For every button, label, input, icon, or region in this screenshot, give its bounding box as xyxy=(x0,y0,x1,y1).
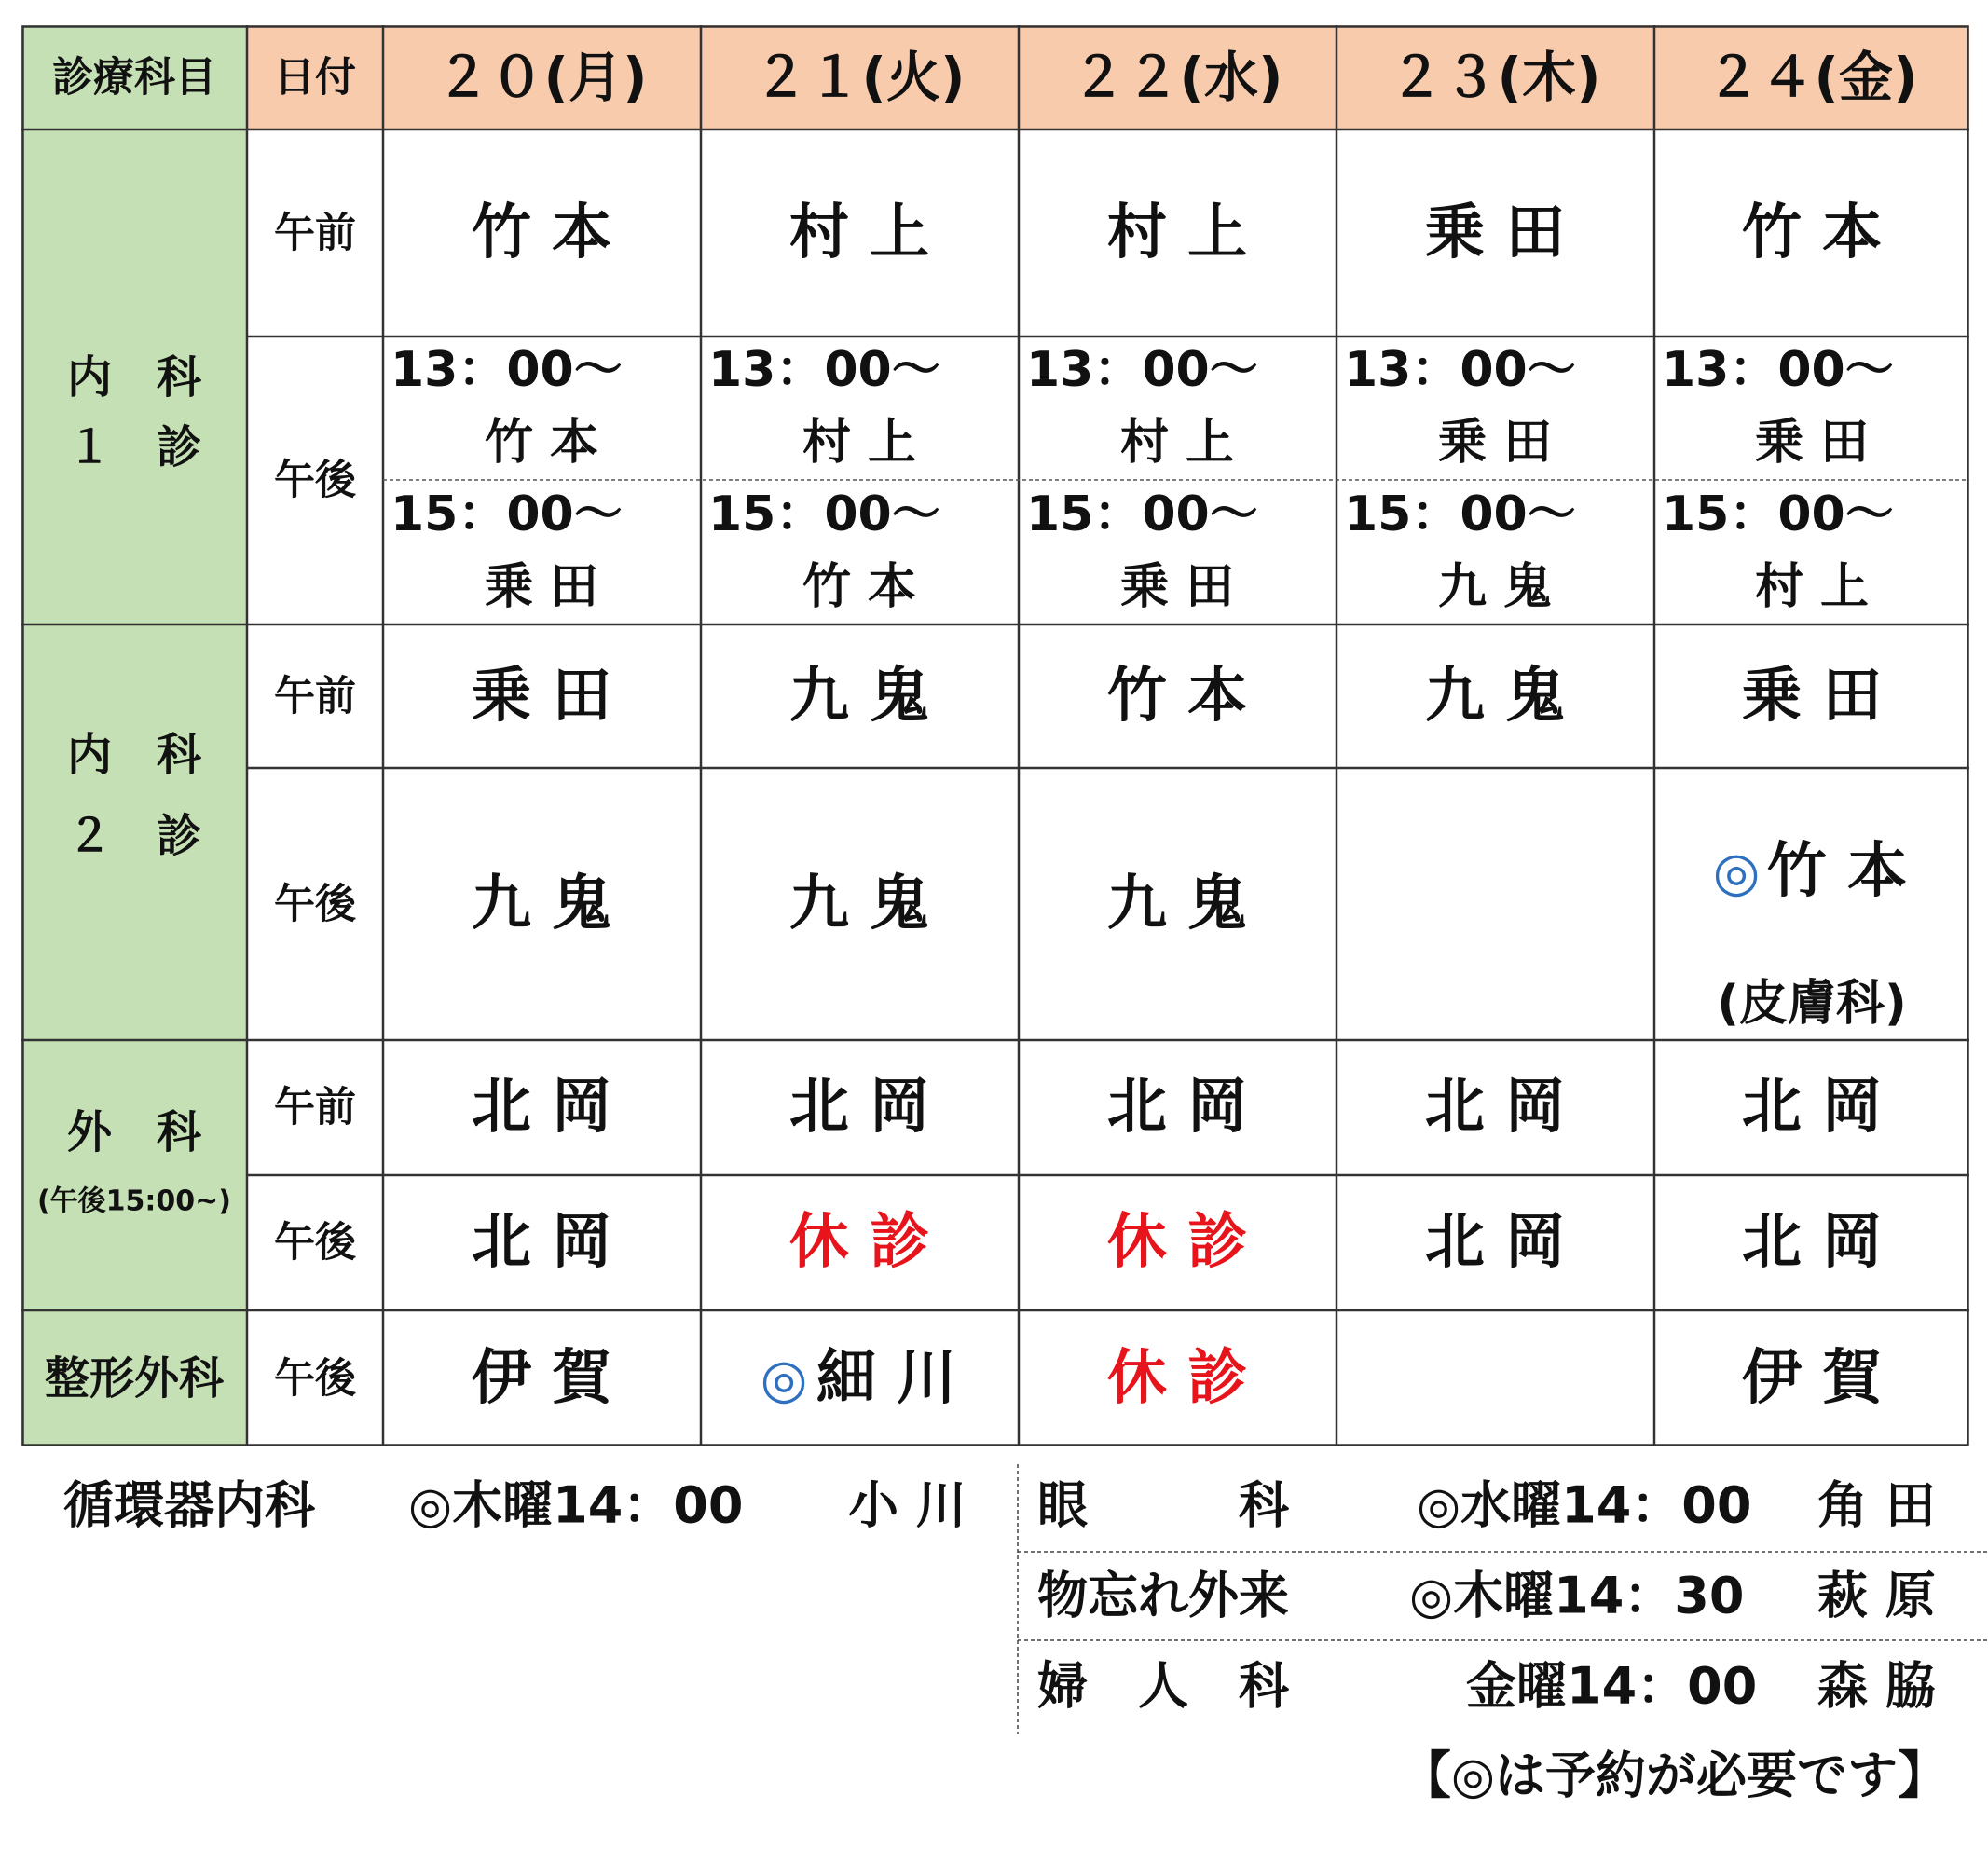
cell-doctor: 伊 賀 xyxy=(471,1344,612,1413)
schedule-table xyxy=(21,25,1969,1446)
cell-doctor: 北 岡 xyxy=(1424,1208,1566,1277)
cell-doctor: 竹 本 xyxy=(802,559,917,615)
cell-doctor: 細 川 xyxy=(816,1344,957,1413)
note-doctor: 小 川 xyxy=(848,1475,967,1535)
cell-doctor: 竹 本 xyxy=(471,199,612,267)
slot-label-pm: 午後 xyxy=(274,456,356,504)
cell-doctor: 伊 賀 xyxy=(1741,1344,1883,1413)
cell-doctor: 九 鬼 xyxy=(788,662,930,731)
cell-time: 15：00～ xyxy=(1026,486,1258,542)
note-time: ◎木曜14：30 xyxy=(1409,1566,1745,1625)
reservation-mark-icon: ◎ xyxy=(760,1347,808,1410)
cell-doctor: 乗 田 xyxy=(484,559,599,615)
cell-doctor: 村 上 xyxy=(1119,415,1235,471)
slot-label-am: 午前 xyxy=(274,672,356,720)
cell-doctor: 九 鬼 xyxy=(788,870,930,939)
dept-orthopedics: 整形外科 xyxy=(44,1352,225,1405)
cell-closed: 休 診 xyxy=(1106,1344,1248,1413)
cell-doctor: 村 上 xyxy=(802,415,917,471)
slot-label-am: 午前 xyxy=(274,209,356,257)
cell-doctor: 北 岡 xyxy=(788,1073,930,1142)
cell-time: 13：00～ xyxy=(391,342,623,398)
cell-time: 13：00～ xyxy=(1344,342,1576,398)
note-dept-gynecology: 婦 人 科 xyxy=(1037,1656,1289,1716)
cell-doctor: 北 岡 xyxy=(471,1073,612,1142)
cell-time: 13：00～ xyxy=(1662,342,1894,398)
cell-sub-note: (皮膚科) xyxy=(1717,976,1907,1032)
note-dept-ophthalmology: 眼 科 xyxy=(1037,1475,1289,1535)
cell-doctor: 竹 本 xyxy=(484,415,599,471)
cell-doctor: 北 岡 xyxy=(471,1208,612,1277)
cell-doctor: 北 岡 xyxy=(1106,1073,1248,1142)
cell-time: 15：00～ xyxy=(708,486,940,542)
cell-doctor: 村 上 xyxy=(788,199,930,267)
cell-time: 15：00～ xyxy=(1344,486,1576,542)
cell-doctor: 乗 田 xyxy=(1119,559,1235,615)
cell-time: 15：00～ xyxy=(1662,486,1894,542)
cell-doctor: 竹 本 xyxy=(1741,199,1883,267)
note-dept-cardiology: 循環器内科 xyxy=(63,1475,315,1535)
slot-label-am: 午前 xyxy=(274,1083,356,1131)
cell-closed: 休 診 xyxy=(788,1208,930,1277)
slot-label-pm: 午後 xyxy=(274,1354,356,1403)
dept-internal-1-line2: １ 診 xyxy=(66,421,202,473)
day-header-fri: ２４(金) xyxy=(1706,46,1918,109)
cell-doctor: 乗 田 xyxy=(1741,662,1883,731)
cell-time: 13：00～ xyxy=(708,342,940,398)
note-time: ◎木曜14：00 xyxy=(408,1475,744,1535)
note-doctor: 森 脇 xyxy=(1817,1656,1936,1716)
note-doctor: 萩 原 xyxy=(1817,1566,1936,1625)
cell-doctor: 乗 田 xyxy=(1424,199,1566,267)
cell-closed: 休 診 xyxy=(1106,1208,1248,1277)
cell-doctor: 北 岡 xyxy=(1741,1073,1883,1142)
date-header-label: 日付 xyxy=(274,53,356,102)
cell-doctor: 北 岡 xyxy=(1424,1073,1566,1142)
cell-doctor: 九 鬼 xyxy=(1424,662,1566,731)
cell-doctor: 九 鬼 xyxy=(1106,870,1248,939)
note-dept-memory-clinic: 物忘れ外来 xyxy=(1037,1566,1289,1625)
reservation-legend: 【◎は予約が必要です】 xyxy=(1400,1746,1948,1805)
dept-header-label: 診療科目 xyxy=(52,53,216,102)
note-time: ◎水曜14：00 xyxy=(1417,1475,1752,1535)
day-header-tue: ２１(火) xyxy=(753,46,966,109)
cell-doctor: 竹 本 xyxy=(1106,662,1248,731)
cell-split-fri xyxy=(1662,342,1894,615)
day-header-thu: ２３(木) xyxy=(1389,46,1601,109)
cell-doctor: 村 上 xyxy=(1754,559,1870,615)
cell-doctor: 乗 田 xyxy=(1754,415,1870,471)
note-time: 金曜14：00 xyxy=(1466,1656,1758,1716)
cell-time: 15：00～ xyxy=(391,486,623,542)
cell-split-thu xyxy=(1344,342,1576,615)
cell-doctor: 竹 本 xyxy=(1766,837,1908,906)
dept-internal-2-line2: ２ 診 xyxy=(66,810,202,862)
dept-internal-1-line1: 内 科 xyxy=(66,351,202,404)
cell-split-mon xyxy=(391,342,623,615)
cell-split-wed xyxy=(1026,342,1258,615)
cell-doctor: 乗 田 xyxy=(1437,415,1553,471)
cell-time: 13：00～ xyxy=(1026,342,1258,398)
note-doctor: 角 田 xyxy=(1817,1475,1936,1535)
cell-split-tue xyxy=(708,342,940,615)
cell-doctor: 九 鬼 xyxy=(471,870,612,939)
slot-label-pm: 午後 xyxy=(274,1218,356,1267)
cell-doctor: 九 鬼 xyxy=(1437,559,1553,615)
special-clinics-notes xyxy=(0,1449,1988,1850)
dept-surgery-note: (午後15:00~) xyxy=(36,1185,232,1218)
dept-surgery: 外 科 xyxy=(66,1106,202,1158)
dept-column-bg xyxy=(21,130,247,1446)
dept-internal-2-line1: 内 科 xyxy=(66,729,202,781)
cell-doctor: 北 岡 xyxy=(1741,1208,1883,1277)
day-header-mon: ２０(月) xyxy=(435,46,648,109)
slot-label-pm: 午後 xyxy=(274,880,356,928)
cell-doctor: 乗 田 xyxy=(471,662,612,731)
reservation-mark-icon: ◎ xyxy=(1712,840,1761,903)
day-header-wed: ２２(水) xyxy=(1071,46,1283,109)
cell-doctor: 村 上 xyxy=(1106,199,1248,267)
